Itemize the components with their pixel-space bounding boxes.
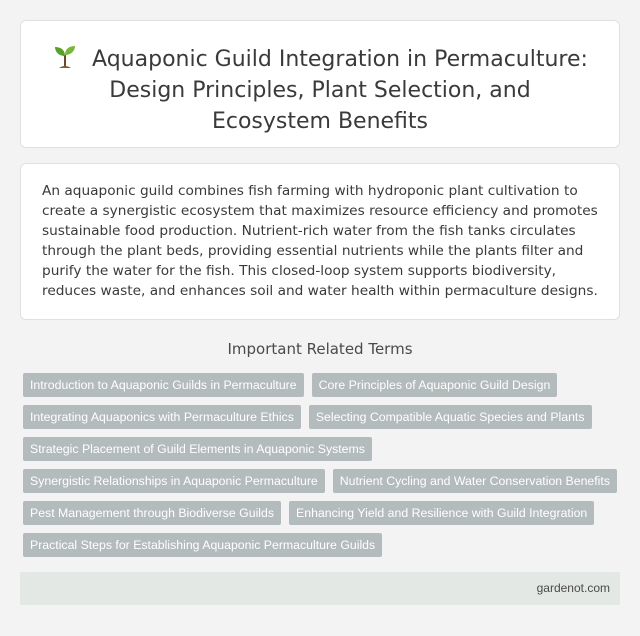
footer	[20, 572, 620, 605]
related-term-tag[interactable]: Practical Steps for Establishing Aquaponic Permaculture Guilds	[23, 533, 382, 557]
seedling-icon	[52, 43, 78, 69]
related-terms-list	[23, 373, 623, 557]
related-term-tag[interactable]: Enhancing Yield and Resilience with Guild Integration	[289, 501, 594, 525]
related-term-tag[interactable]: Introduction to Aquaponic Guilds in Permaculture	[23, 373, 304, 397]
related-term-tag[interactable]: Core Principles of Aquaponic Guild Design	[312, 373, 558, 397]
related-term-tag[interactable]: Pest Management through Biodiverse Guilds	[23, 501, 281, 525]
intro-text: An aquaponic guild combines fish farming with hydroponic plant cultivation to create a synergistic ecosystem that maximizes resource efficiency and promotes sustainable food production. Nutrient-rich water from the fish tanks circulates through the plant beds, providing essential nutrients while the plants filter and purify the water for the fish. This closed-loop system supports biodiversity, reduces waste, and enhances soil and water health within permaculture designs.	[42, 183, 598, 299]
related-term-tag[interactable]: Strategic Placement of Guild Elements in Aquaponic Systems	[23, 437, 372, 461]
related-term-tag[interactable]: Nutrient Cycling and Water Conservation Benefits	[333, 469, 617, 493]
intro-card	[20, 163, 620, 320]
related-terms-heading: Important Related Terms	[227, 340, 413, 358]
title-card	[20, 20, 620, 148]
related-term-tag[interactable]: Selecting Compatible Aquatic Species and Plants	[309, 405, 592, 429]
footer-site-link[interactable]: gardenot.com	[536, 581, 610, 595]
related-term-tag[interactable]: Synergistic Relationships in Aquaponic Permaculture	[23, 469, 325, 493]
related-term-tag[interactable]: Integrating Aquaponics with Permaculture Ethics	[23, 405, 301, 429]
page-title-text: Aquaponic Guild Integration in Permaculture: Design Principles, Plant Selection, and Ecosystem Benefits	[92, 47, 588, 134]
page-title	[51, 43, 589, 137]
